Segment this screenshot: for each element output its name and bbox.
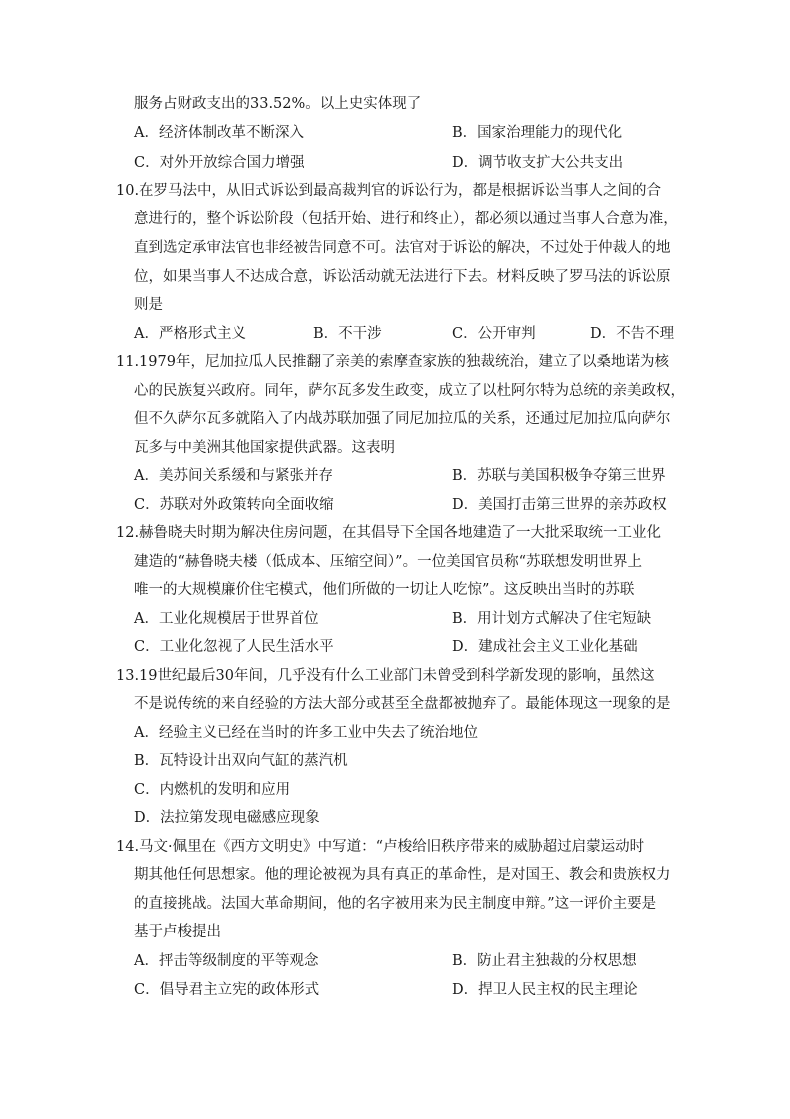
q14-option-a: A．抨击等级制度的平等观念 [134, 953, 319, 969]
q10-option-c: C．公开审判 [452, 326, 536, 342]
q12-option-d: D．建成社会主义工业化基础 [452, 639, 638, 655]
q14-stem-line-1: 14.马文·佩里在《西方文明史》中写道：“卢梭给旧秩序带来的威胁超过启蒙运动时 [116, 839, 645, 855]
q14-option-d: D．捍卫人民主权的民主理论 [452, 982, 638, 998]
q10-stem-line-3: 直到选定承审法官也非经被告同意不可。法官对于诉讼的解决，不过处于仲裁人的地 [134, 240, 671, 256]
q12-stem-line-3: 唯一的大规模廉价住宅模式，他们所做的一切让人吃惊”。这反映出当时的苏联 [134, 582, 635, 598]
q11-stem-line-2: 心的民族复兴政府。同年，萨尔瓦多发生政变，成立了以杜阿尔特为总统的亲美政权， [134, 383, 685, 399]
q10-option-d: D．不告不理 [590, 326, 675, 342]
q14-stem-line-4: 基于卢梭提出 [134, 924, 221, 940]
q14-option-c: C．倡导君主立宪的政体形式 [134, 982, 320, 998]
q10-option-b: B．不干涉 [313, 326, 382, 342]
q10-stem-line-2: 意进行的，整个诉讼阶段（包括开始、进行和终止），都必须以通过当事人合意为准， [134, 211, 678, 227]
q14-stem-line-2: 期其他任何思想家。他的理论被视为具有真正的革命性，是对国王、教会和贵族权力 [134, 867, 671, 883]
q11-option-a: A．美苏间关系缓和与紧张并存 [134, 468, 333, 484]
q10-stem-line-1: 10.在罗马法中，从旧式诉讼到最高裁判官的诉讼行为，都是根据诉讼当事人之间的合 [116, 183, 662, 199]
q11-stem-line-4: 瓦多与中美洲其他国家提供武器。这表明 [134, 440, 395, 456]
q12-option-c: C．工业化忽视了人民生活水平 [134, 639, 334, 655]
q10-stem-line-5: 则是 [134, 297, 163, 313]
q13-option-c: C．内燃机的发明和应用 [134, 782, 291, 798]
q11-option-b: B．苏联与美国积极争夺第三世界 [452, 468, 666, 484]
q13-stem-line-2: 不是说传统的来自经验的方法大部分或甚至全盘都被抛弃了。最能体现这一现象的是 [134, 696, 671, 712]
q11-stem-line-3: 但不久萨尔瓦多就陷入了内战苏联加强了同尼加拉瓜的关系，还通过尼加拉瓜向萨尔 [134, 411, 671, 427]
q14-option-b: B．防止君主独裁的分权思想 [452, 953, 637, 969]
q9-option-a: A．经济体制改革不断深入 [134, 125, 304, 141]
q9-option-d: D．调节收支扩大公共支出 [452, 155, 624, 171]
q10-option-a: A．严格形式主义 [134, 326, 246, 342]
q10-stem-line-4: 位，如果当事人不达成合意，诉讼活动就无法进行下去。材料反映了罗马法的诉讼原 [134, 269, 671, 285]
q9-stem-tail: 服务占财政支出的33.52%。以上史实体现了 [134, 96, 422, 112]
q12-stem-line-2: 建造的“赫鲁晓夫楼（低成本、压缩空间）”。一位美国官员称“苏联想发明世界上 [134, 554, 642, 570]
q11-option-c: C．苏联对外政策转向全面收缩 [134, 497, 334, 513]
q13-option-d: D．法拉第发现电磁感应现象 [134, 810, 320, 826]
q13-stem-line-1: 13.19世纪最后30年间，几乎没有什么工业部门未曾受到科学新发现的影响，虽然这 [116, 668, 655, 684]
q11-option-d: D．美国打击第三世界的亲苏政权 [452, 497, 667, 513]
q14-stem-line-3: 的直接挑战。法国大革命期间，他的名字被用来为民主制度申辩。”这一评价主要是 [134, 896, 657, 912]
q12-stem-line-1: 12.赫鲁晓夫时期为解决住房问题，在其倡导下全国各地建造了一大批采取统一工业化 [116, 525, 662, 541]
q9-option-c: C．对外开放综合国力增强 [134, 155, 305, 171]
q9-option-b: B．国家治理能力的现代化 [452, 125, 623, 141]
q12-option-a: A．工业化规模居于世界首位 [134, 611, 319, 627]
q13-option-b: B．瓦特设计出双向气缸的蒸汽机 [134, 753, 348, 769]
q11-stem-line-1: 11.1979年，尼加拉瓜人民推翻了亲美的索摩查家族的独裁统治，建立了以桑地诺为核 [116, 354, 669, 370]
q12-option-b: B．用计划方式解决了住宅短缺 [452, 611, 652, 627]
q13-option-a: A．经验主义已经在当时的许多工业中失去了统治地位 [134, 725, 478, 741]
